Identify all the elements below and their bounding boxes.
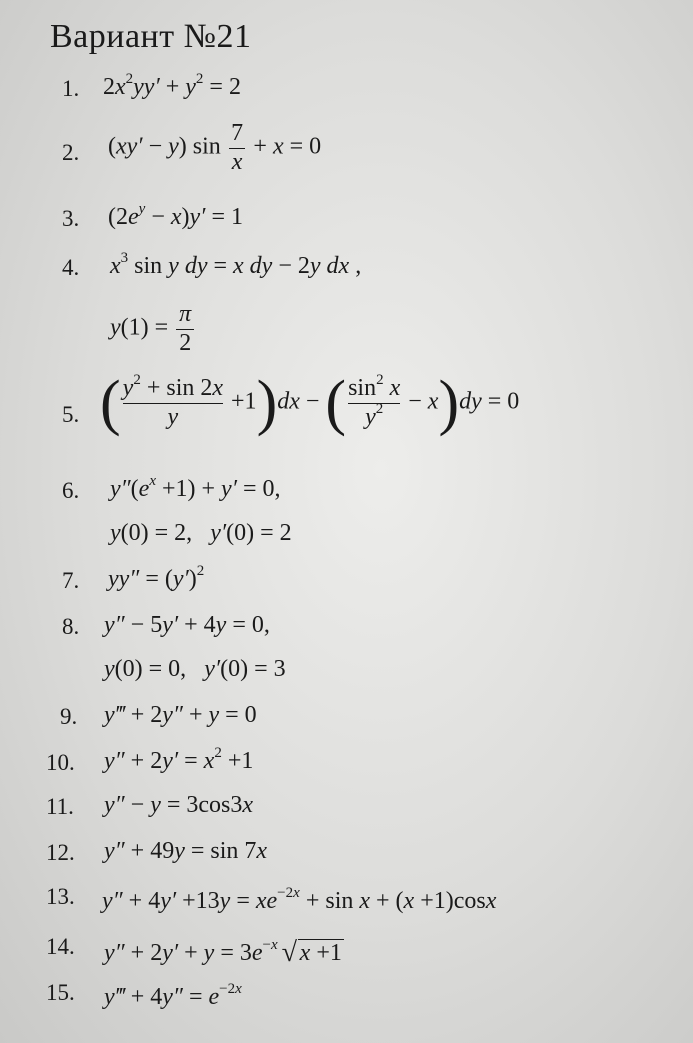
problem-equation: $y'' + 2y' = x^2 +1$ [104,745,254,774]
initial-condition: y(0) = 0, y′(0) = 3 [104,656,286,682]
problem-equation: ( $\frac{y^2 + \sin 2x}{y}$ +1)dx − ( $\frac{\sin^2 x}{y^2}$ − x)dy = 0 [100,369,520,437]
problem-equation: $y'' + 4y' +13y = xe^{-2x} + \sin x + (x +1)\cos x$ [102,885,497,914]
problem-number: 9. [60,704,78,729]
initial-condition: y(1) = $\frac{\pi}{2}$ [110,301,196,357]
problem-equation: $yy'' = (y')^2$ [108,563,205,592]
problem-number: 2. [62,140,80,165]
problem-equation: (xy′ − y) sin $\frac{7}{x}$ + x = 0 [108,120,322,175]
problem-number: 8. [62,614,80,639]
problem-number: 6. [62,478,80,503]
problem-number: 5. [62,402,80,427]
problem-equation: $y'' + 2y' + y = 3e^{-x}$ √ x +1 [104,940,344,967]
problem-number: 10. [46,750,75,775]
problem-number: 14. [46,934,75,959]
problem-number: 11. [46,794,74,819]
problem-equation: $y''(e^x +1) + y' = 0$, [110,473,281,502]
problem-equation: $x^3$ sin y dy = x dy − 2y dx , [110,250,362,279]
problem-equation: y″ − y = 3cos3x [104,792,254,818]
problem-equation: y‴ + 2y″ + y = 0 [104,702,257,728]
problem-number: 4. [62,255,80,280]
problem-number: 15. [46,980,75,1005]
problem-equation: y″ − 5y′ + 4y = 0, [104,612,270,638]
problem-equation: y″ + 49y = sin 7x [104,838,268,864]
initial-condition: y(0) = 2, y′(0) = 2 [110,520,292,546]
problem-equation: $(2e^y - x)y' = 1$ [108,201,243,230]
problem-number: 13. [46,884,75,909]
problem-number: 12. [46,840,75,865]
problem-equation: y‴ + $4y'' = e^{-2x}$ [104,981,242,1010]
problem-equation: $2x^2yy' + y^2 = 2$ [103,71,241,100]
page-title: Вариант №21 [50,18,252,55]
problem-number: 7. [62,568,80,593]
problem-number: 3. [62,206,80,231]
problem-number: 1. [62,76,80,101]
